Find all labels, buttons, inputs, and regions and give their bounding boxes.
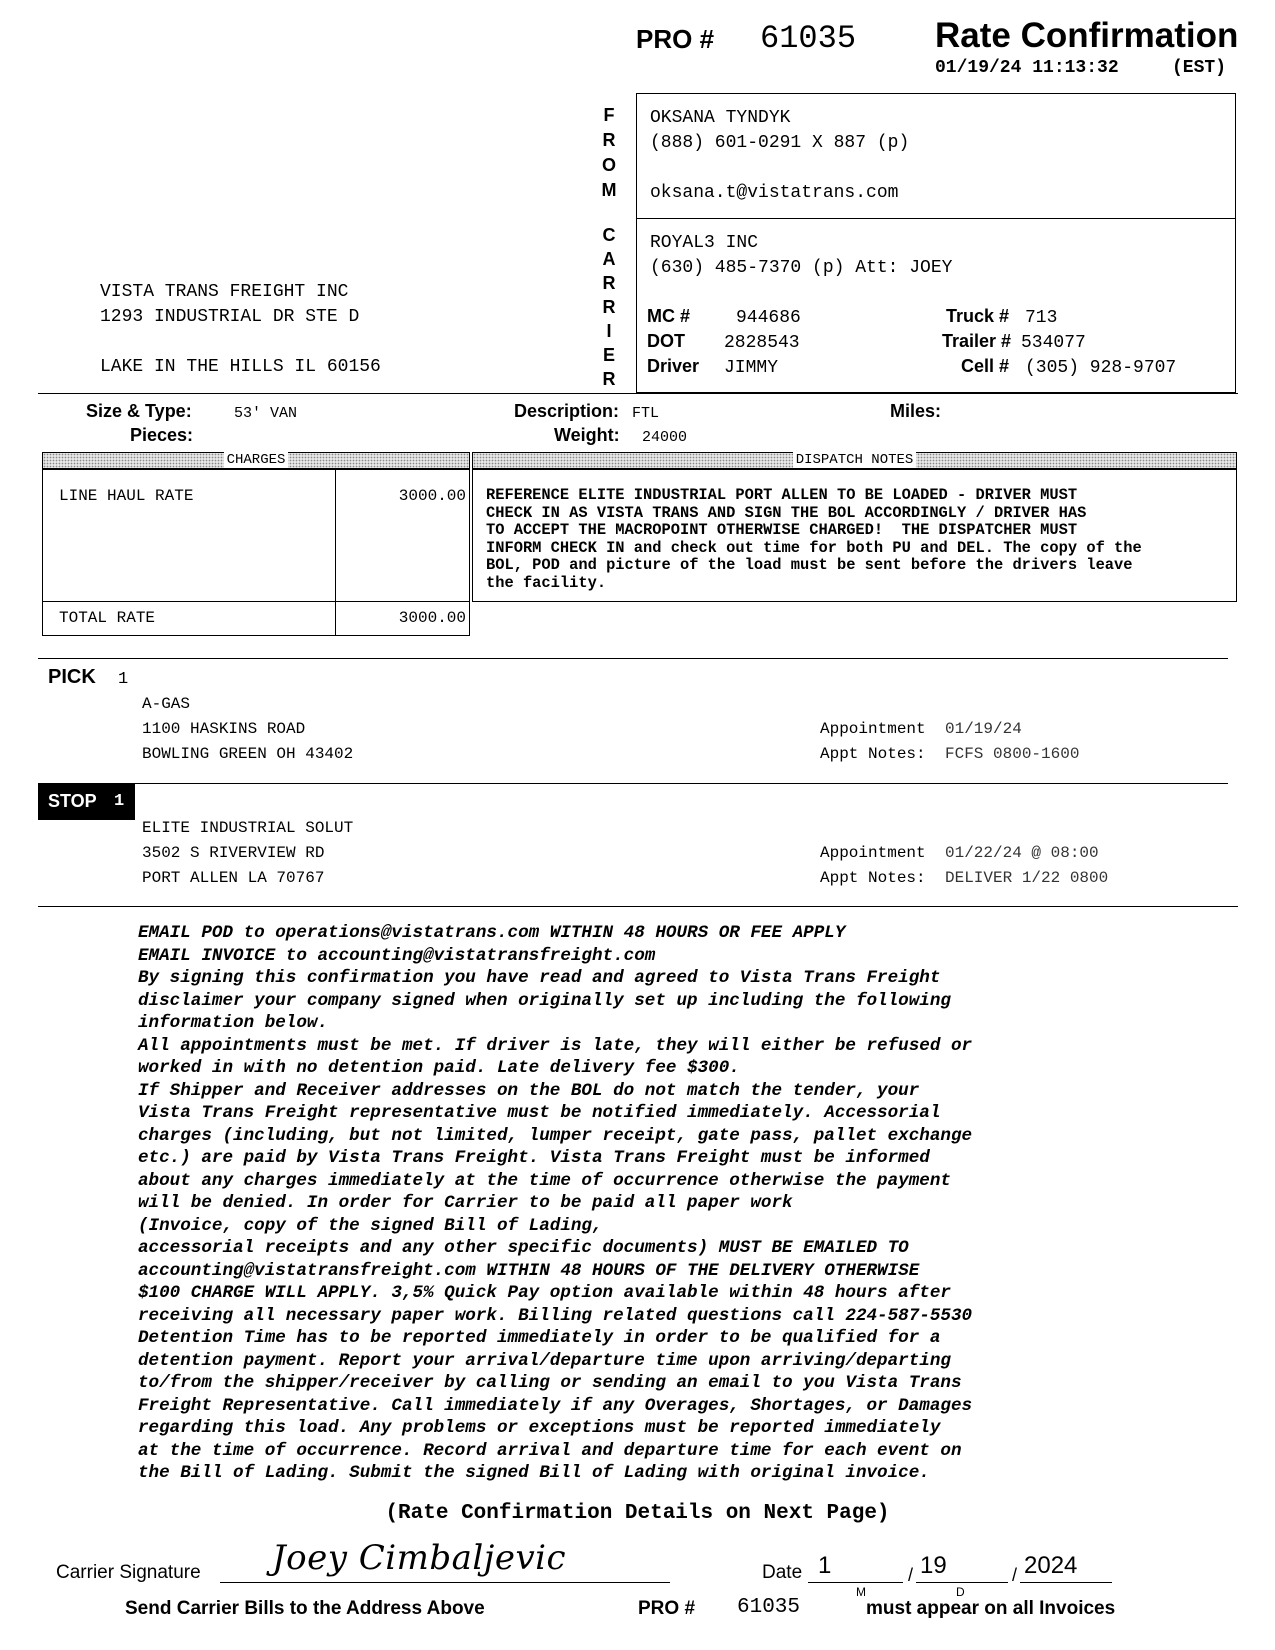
- dispatch-notes-header: [472, 452, 1237, 469]
- terms-line: EMAIL INVOICE to accounting@vistatransfreight.com: [138, 945, 656, 966]
- stop-city: PORT ALLEN LA 70767: [142, 869, 325, 887]
- dispatch-line: INFORM CHECK IN and check out time for both PU and DEL. The copy of the: [486, 538, 1142, 557]
- terms-line: charges (including, but not limited, lumper receipt, gate pass, pallet exchange: [138, 1125, 973, 1146]
- terms-block: [138, 922, 1148, 1485]
- terms-line: the Bill of Lading. Submit the signed Bill of Lading with original invoice.: [138, 1463, 930, 1483]
- carrier-phone: (630) 485-7370 (p) Att: JOEY: [650, 258, 953, 278]
- trailer-number: 534077: [1021, 333, 1086, 353]
- carrier-letter: A: [602, 249, 616, 269]
- terms-line: Vista Trans Freight representative must be notified immediately. Accessorial: [138, 1103, 941, 1123]
- from-letter: F: [603, 105, 615, 125]
- terms-line: By signing this confirmation you have read and agreed to Vista Trans Freight: [138, 968, 941, 988]
- date-day-line[interactable]: [916, 1582, 1008, 1583]
- carrier-signature[interactable]: Joey Cimbaljevic: [272, 1538, 567, 1578]
- pick-appointment-value: 01/19/24: [945, 720, 1022, 738]
- from-email: oksana.t@vistatrans.com: [650, 183, 899, 203]
- carrier-name: ROYAL3 INC: [650, 233, 759, 253]
- pick-notes-value: FCFS 0800-1600: [945, 745, 1080, 763]
- terms-line: $100 CHARGE WILL APPLY. 3,5% Quick Pay option available within 48 hours after: [138, 1283, 951, 1303]
- cell-label: Cell #: [961, 356, 1010, 376]
- terms-line: If Shipper and Receiver addresses on the BOL do not match the tender, your: [138, 1080, 920, 1101]
- weight-label: Weight:: [554, 425, 620, 445]
- stop-notes-label: Appt Notes:: [820, 869, 926, 887]
- date-day-hint: D: [956, 1585, 965, 1599]
- date-day: 19: [920, 1552, 947, 1579]
- send-bills-note: Send Carrier Bills to the Address Above: [125, 1598, 485, 1619]
- terms-line: All appointments must be met. If driver is late, they will either be refused or: [138, 1035, 973, 1056]
- carrier-signature-label: Carrier Signature: [56, 1562, 201, 1583]
- date-month: 1: [818, 1552, 832, 1579]
- terms-line: will be denied. In order for Carrier to be paid all paper work: [138, 1193, 793, 1213]
- terms-line: at the time of occurrence. Record arrival and departure time for each event on: [138, 1440, 962, 1461]
- pro-number: 61035: [760, 20, 857, 57]
- terms-line: disclaimer your company signed when originally set up including the following: [138, 990, 951, 1011]
- trailer-label: Trailer #: [942, 331, 1012, 351]
- terms-line: (Invoice, copy of the signed Bill of Lading,: [138, 1215, 603, 1236]
- dispatch-notes-text: [486, 487, 1142, 592]
- footer-pro-label: PRO #: [638, 1598, 696, 1619]
- date-slash: /: [1012, 1565, 1018, 1585]
- from-letter: R: [602, 130, 616, 150]
- from-vertical-label: [600, 103, 618, 203]
- terms-line: information below.: [138, 1013, 329, 1033]
- stop-appointment-value: 01/22/24 @ 08:00: [945, 844, 1099, 862]
- terms-line: etc.) are paid by Vista Trans Freight. Vista Trans Freight must be informed: [138, 1148, 930, 1168]
- total-rate-label: TOTAL RATE: [59, 609, 156, 627]
- date-month-hint: M: [856, 1585, 866, 1599]
- pro-label: PRO #: [636, 24, 715, 54]
- stop-number: 1: [114, 792, 125, 811]
- charges-header-label: CHARGES: [224, 452, 289, 468]
- cell-number: (305) 928-9707: [1025, 358, 1177, 378]
- size-type-label: Size & Type:: [86, 401, 192, 421]
- from-contact: OKSANA TYNDYK: [650, 108, 791, 128]
- carrier-letter: R: [602, 273, 616, 293]
- charges-header: [42, 452, 470, 469]
- stop-appointment-label: Appointment: [820, 844, 926, 862]
- next-page-note: (Rate Confirmation Details on Next Page): [385, 1502, 890, 1525]
- header-timezone: (EST): [1172, 58, 1227, 78]
- carrier-signature-line: [220, 1582, 670, 1583]
- dispatch-line: REFERENCE ELITE INDUSTRIAL PORT ALLEN TO BE LOADED - DRIVER MUST: [486, 486, 1078, 504]
- weight-value: 24000: [642, 429, 688, 446]
- driver-label: Driver: [647, 356, 700, 376]
- driver-name: JIMMY: [724, 358, 779, 378]
- stop-name: ELITE INDUSTRIAL SOLUT: [142, 819, 354, 837]
- load-top-rule: [38, 393, 1238, 394]
- pick-number: 1: [118, 670, 129, 689]
- terms-line: accounting@vistatransfreight.com WITHIN 48 HOURS OF THE DELIVERY OTHERWISE: [138, 1260, 920, 1281]
- page-title: Rate Confirmation: [935, 16, 1239, 55]
- terms-line: regarding this load. Any problems or exceptions must be reported immediately: [138, 1418, 941, 1438]
- terms-top-rule: [38, 906, 1238, 907]
- stop-rule: [135, 783, 1228, 784]
- terms-line: receiving all necessary paper work. Billing related questions call 224-587-5530: [138, 1305, 973, 1326]
- dispatch-line: TO ACCEPT THE MACROPOINT OTHERWISE CHARGED! THE DISPATCHER MUST: [486, 521, 1078, 539]
- carrier-letter: E: [602, 345, 615, 365]
- charges-total-divider: [42, 601, 470, 602]
- charges-column-divider: [335, 469, 336, 636]
- terms-line: to/from the shipper/receiver by calling or sending an email to you Vista Trans: [138, 1373, 962, 1393]
- line-haul-value: 3000.00: [398, 487, 466, 505]
- terms-line: EMAIL POD to operations@vistatrans.com WITHIN 48 HOURS OR FEE APPLY: [138, 923, 846, 943]
- total-rate-value: 3000.00: [398, 609, 466, 627]
- pick-street: 1100 HASKINS ROAD: [142, 720, 306, 738]
- footer-pro-number: 61035: [737, 1596, 801, 1619]
- pick-appointment-label: Appointment: [820, 720, 926, 738]
- miles-label: Miles:: [890, 401, 942, 421]
- date-year-line[interactable]: [1020, 1582, 1112, 1583]
- carrier-letter: I: [606, 321, 612, 341]
- carrier-letter: C: [602, 225, 616, 245]
- carrier-letter: R: [602, 297, 616, 317]
- pick-label: PICK: [48, 666, 96, 688]
- pick-notes-label: Appt Notes:: [820, 745, 926, 763]
- date-slash: /: [908, 1565, 914, 1585]
- stop-street: 3502 S RIVERVIEW RD: [142, 844, 325, 862]
- terms-line: about any charges immediately at the time of occurrence otherwise the payment: [138, 1170, 951, 1191]
- mc-number: 944686: [736, 308, 801, 328]
- dispatch-line: BOL, POD and picture of the load must be sent before the drivers leave: [486, 556, 1133, 574]
- dot-label: DOT: [647, 331, 685, 351]
- pick-city: BOWLING GREEN OH 43402: [142, 745, 354, 763]
- from-letter: M: [601, 180, 617, 200]
- mc-label: MC #: [647, 306, 691, 326]
- broker-street: 1293 INDUSTRIAL DR STE D: [100, 307, 360, 327]
- carrier-letter: R: [602, 369, 616, 389]
- size-type-value: 53' VAN: [234, 405, 298, 422]
- from-letter: O: [601, 155, 616, 175]
- dispatch-notes-header-label: DISPATCH NOTES: [793, 452, 917, 468]
- pieces-label: Pieces:: [130, 425, 194, 445]
- terms-line: detention payment. Report your arrival/departure time upon arriving/departing: [138, 1350, 951, 1371]
- dispatch-line: CHECK IN AS VISTA TRANS AND SIGN THE BOL ACCORDINGLY / DRIVER HAS: [486, 503, 1087, 522]
- dot-number: 2828543: [724, 333, 800, 353]
- broker-city: LAKE IN THE HILLS IL 60156: [100, 357, 381, 377]
- stop-label: STOP: [48, 791, 97, 811]
- description-label: Description:: [514, 401, 620, 421]
- pick-rule: [38, 658, 1228, 659]
- date-year: 2024: [1024, 1552, 1078, 1579]
- description-value: FTL: [632, 405, 660, 422]
- footer-invoice-note: must appear on all Invoices: [866, 1598, 1116, 1619]
- truck-number: 713: [1025, 308, 1058, 328]
- truck-label: Truck #: [946, 306, 1010, 326]
- line-haul-label: LINE HAUL RATE: [59, 487, 194, 505]
- terms-line: accessorial receipts and any other specific documents) MUST BE EMAILED TO: [138, 1238, 909, 1258]
- from-phone: (888) 601-0291 X 887 (p): [650, 133, 910, 153]
- header-datetime: 01/19/24 11:13:32: [935, 58, 1119, 78]
- pick-name: A-GAS: [142, 695, 191, 713]
- terms-line: Detention Time has to be reported immediately in order to be qualified for a: [138, 1328, 941, 1348]
- terms-line: Freight Representative. Call immediately if any Overages, Shortages, or Damages: [138, 1395, 973, 1416]
- terms-line: worked in with no detention paid. Late delivery fee $300.: [138, 1058, 740, 1078]
- date-month-line[interactable]: [808, 1582, 903, 1583]
- from-carrier-divider: [636, 218, 1236, 219]
- dispatch-line: the facility.: [486, 573, 607, 592]
- carrier-vertical-label: [600, 223, 618, 391]
- stop-notes-value: DELIVER 1/22 0800: [945, 869, 1109, 887]
- date-label: Date: [762, 1562, 803, 1583]
- broker-name: VISTA TRANS FREIGHT INC: [100, 282, 349, 302]
